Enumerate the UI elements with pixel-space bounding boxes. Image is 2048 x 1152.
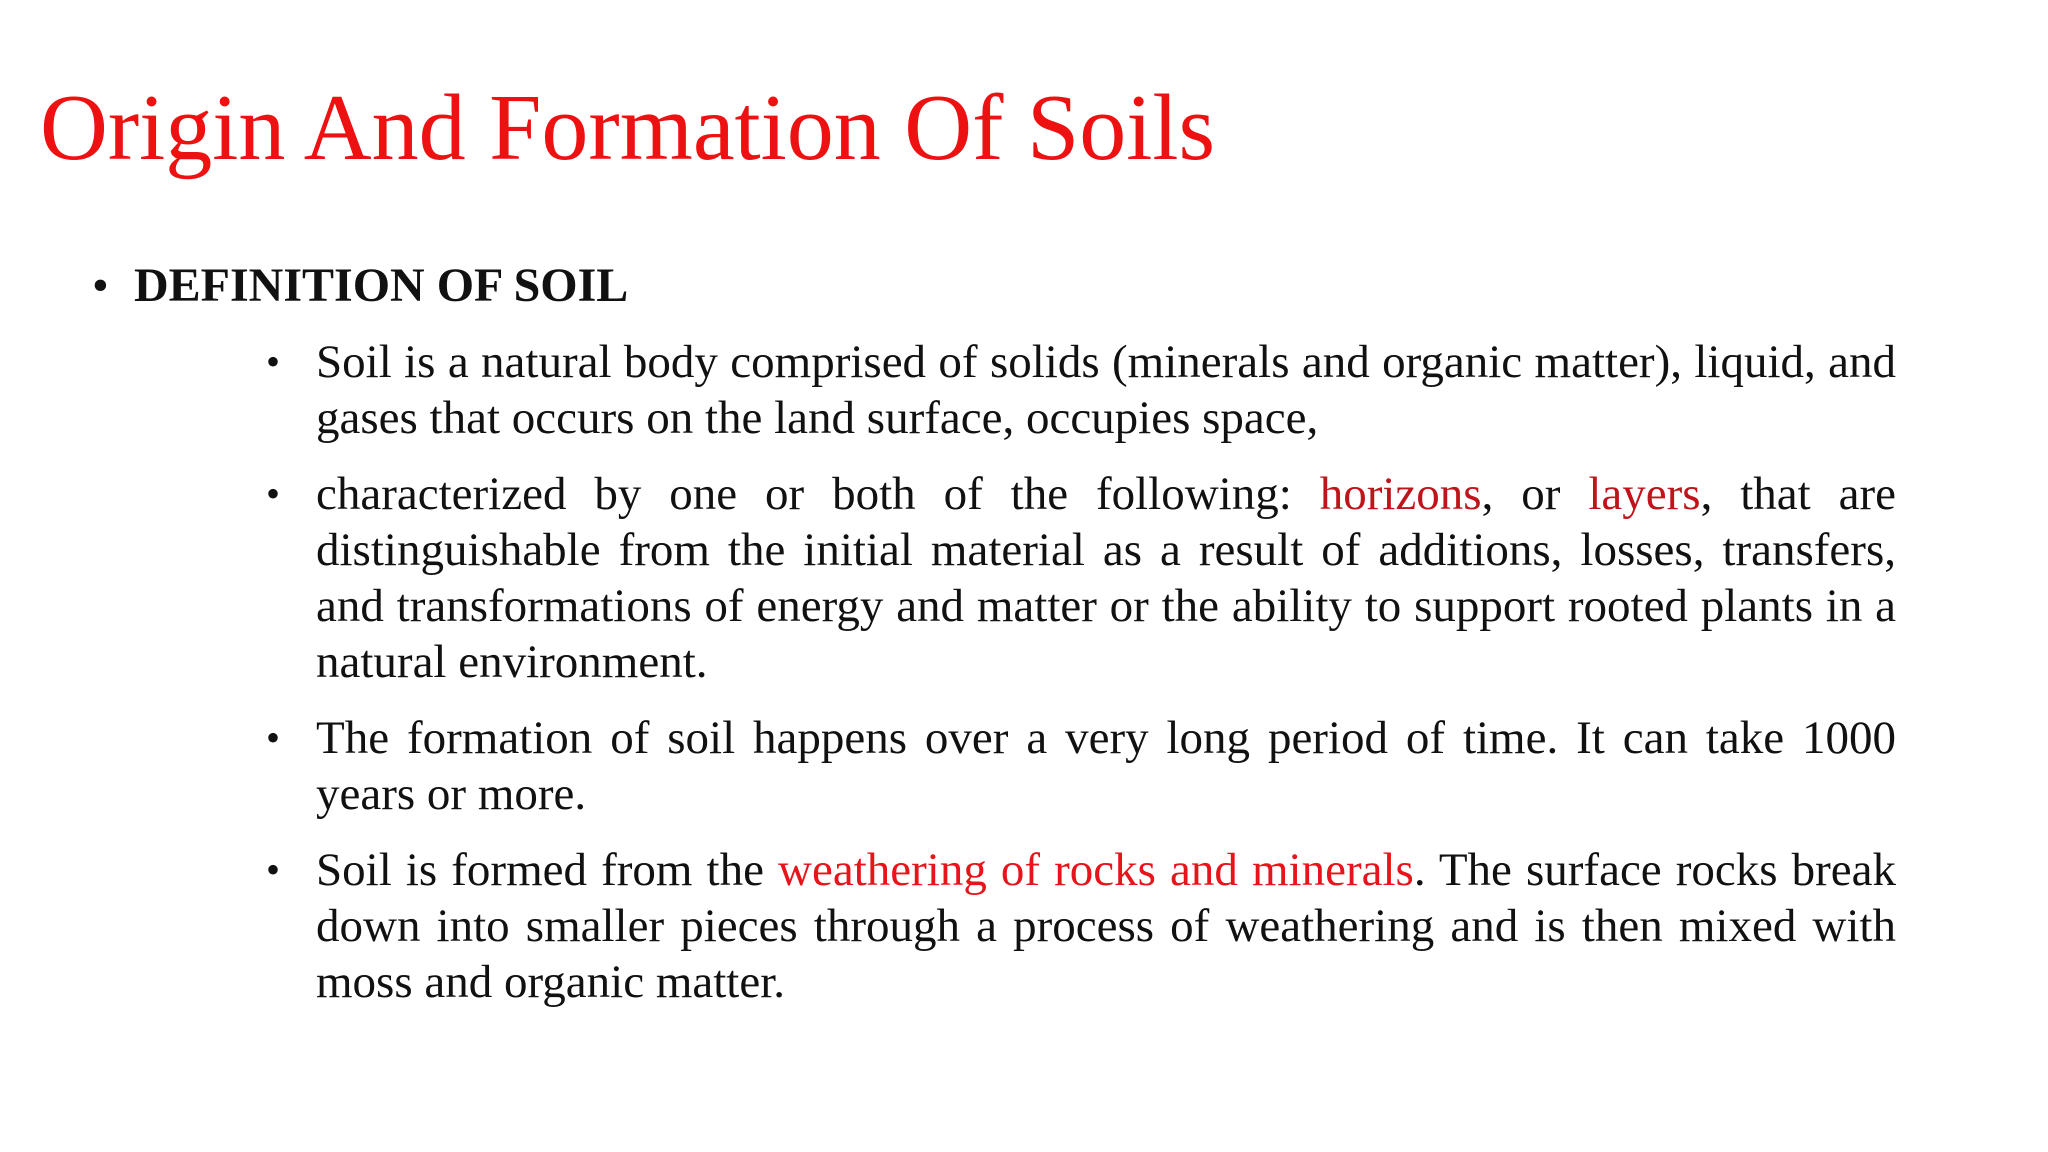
bullet-marker: • xyxy=(266,471,281,516)
list-item xyxy=(266,842,1896,1010)
bullet-marker: • xyxy=(266,847,281,892)
list-item-text xyxy=(316,842,1896,1010)
text-segment: . The surface rocks break down into smaller pieces through a process of weathering and is then mixed with moss and organic matter. xyxy=(316,844,1897,1008)
bullet-marker: • xyxy=(92,259,109,312)
highlight-layers: layers xyxy=(1588,468,1701,520)
list-item-text xyxy=(316,466,1896,690)
bullet-marker: • xyxy=(266,339,281,384)
bullet-marker: • xyxy=(266,715,281,760)
highlight-weathering: weathering of rocks and minerals xyxy=(778,844,1414,896)
text-segment: Soil is formed from the xyxy=(316,844,779,896)
definition-heading: DEFINITION OF SOIL xyxy=(134,259,629,312)
list-item xyxy=(266,466,1896,690)
slide-title: Origin And Formation Of Soils xyxy=(40,76,1216,180)
text-segment: characterized by one or both of the following: xyxy=(316,468,1320,520)
text-segment: , or xyxy=(1481,468,1589,520)
list-item-text: Soil is a natural body comprised of solids (minerals and organic matter), liquid, and gases that occurs on the land surface, occupies space, xyxy=(316,336,1896,444)
definition-list xyxy=(266,334,1896,1030)
list-item xyxy=(266,710,1896,822)
list-item xyxy=(266,334,1896,446)
list-item-text: The formation of soil happens over a very long period of time. It can take 1000 years or more. xyxy=(316,712,1896,820)
highlight-horizons: horizons xyxy=(1319,468,1482,520)
definition-heading-bullet xyxy=(92,256,628,316)
text-segment: , that are distinguishable from the initial material as a result of additions, losses, transfers, and transformations of energy and matter or the ability to support rooted plants in a natural environment. xyxy=(316,468,1896,688)
